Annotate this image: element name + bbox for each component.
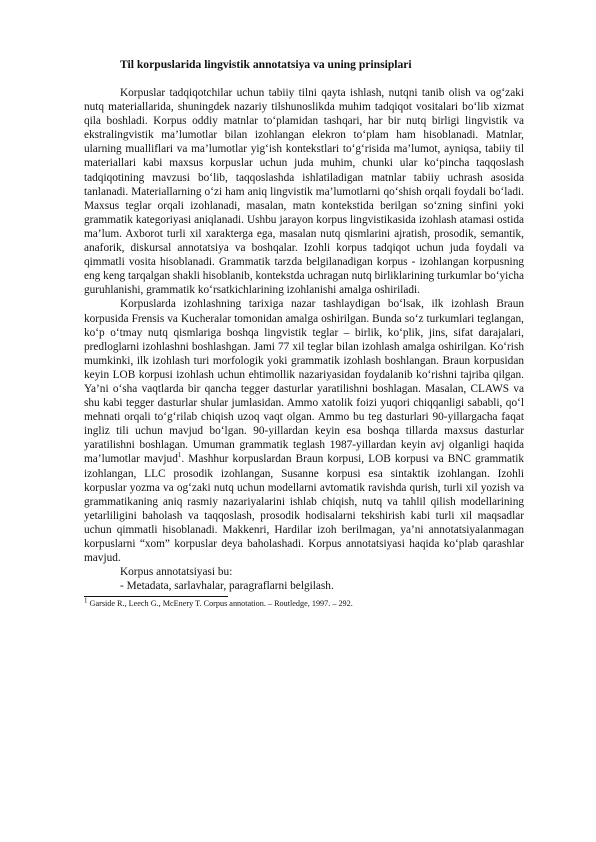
paragraph-1: Korpuslar tadqiqotchilar uchun tabiiy tilni qayta ishlash, nutqni tanib olish va og‘zaki nutq materiallarida, shuningdek nazariy tilshunoslikda muhim tadqiqot vositalari bo‘lib xizmat qila boshladi. Korpus oddiy matnlar to‘plamidan tashqari, har bir nutq birligi lingvistik va ekstralingvistik ma’lumotlar bilan izohlangan elekron to‘plam ham hisoblanadi. Matnlar, ularning mualliflari va ma’lumotlar yig‘ish kontekstlari to‘g‘risida ma’lumot, ayniqsa, tabiiy til materiallari kabi maxsus korpuslar uchun juda muhim, chunki ular ko‘pincha taqqoslash tadqiqotining mavzusi bo‘lib, taqqoslashda ishlatiladigan matnlar tabiiy uchrash asosida tanlanadi. Materiallarning o‘zi ham aniq lingvistik ma’lumotlarni qo‘shish orqali foydali bo‘ladi. Maxsus teglar orqali izohlanadi, masalan, matn kontekstida berilgan so‘zning sinfini yoki grammatik kategoriyasi aniqlanadi. Ushbu jarayon korpus lingvistikasida izohlash atamasi ostida ma’lum. Axborot turli xil xarakterga ega, masalan nutq qismlarini ajratish, prosodik, semantik, anaforik, diskursal annotatsiya va boshqalar. Izohli korpus tadqiqot uchun juda foydali va qimmatli vosita hisoblanadi. Grammatik tarzda belgilanadigan korpus - izohlangan korpusning eng keng tarqalgan shakli hisoblanib, kontekstda uchragan nutq birliklarining turkumlar bo‘yicha guruhlanishi, grammatik ko‘rsatkichlarining izohlanishi amalga oshiriladi. [84, 87, 524, 297]
paragraph-2-text-a: Korpuslarda izohlashning tarixiga nazar tashlaydigan bo‘lsak, ilk izohlash Braun korpusida Frensis va Kucheralar tomonidan amalga oshirilgan. Bunda so‘z turkumlari teglangan, ko‘p o‘tmay nutq qismlariga boshqa lingvistik teglar – birlik, ko‘plik, jins, sifat darajalari, predloglarni izohlashni boshlashgan. Jami 77 xil teglar bilan izohlash amalga oshirilgan. Ko‘rish mumkinki, ilk izohlash turi morfologik yoki grammatik izohlash boshlangan. Braun korpusidan keyin LOB korpusi izohlash uchun ehtimollik nazariyasidan foydalanib ko‘rishni tajriba qilgan. Ya’ni o‘sha vaqtlarda bir qancha tegger dasturlar yaratilishni boshlagan. Masalan, CLAWS va shu kabi tegger dasturlar shular jumlasidan. Ammo xatolik foizi yuqori chiqqanligi sababli, qo‘l mehnati orqali to‘g‘rilab chiqish uzoq vaqt olgan. Ammo bu teg dasturlari 90-yillargacha faqat ingliz tili uchun mavjud bo‘lgan. 90-yillardan keyin esa boshqa tillarda maxsus dasturlar yaratilishni boshlagan. Umuman grammatik teglash 1987-yillardan keyin avj olganligi haqida ma’lumotlar mavjud [84, 298, 524, 466]
document-title: Til korpuslarida lingvistik annotatsiya va uning prinsiplari [120, 58, 412, 71]
list-item: - Metadata, sarlavhalar, paragraflarni belgilash. [120, 580, 334, 593]
list-intro-line: Korpus annotatsiyasi bu: [120, 566, 233, 579]
footnote-divider [84, 596, 228, 597]
footnote-text: Garside R., Leech G., McEnery T. Corpus annotation. – Routledge, 1997. – 292. [87, 599, 353, 609]
footnote-reference[interactable]: 1 [177, 451, 182, 460]
paragraph-2 [84, 297, 524, 565]
footnote-marker: 1 [84, 596, 88, 605]
footnote [84, 596, 524, 609]
paragraph-2-text-b: . Mashhur korpuslardan Braun korpusi, LOB korpusi va BNC grammatik izohlangan, LLC prosodik izohlangan, Susanne korpusi esa sintaktik izohlangan. Izohli korpuslar yozma va og‘zaki nutq uchun modellarni avtomatik ravishda qurish, turli xil yozish va grammatikaning aniq rasmiy nazariyalarini ishlab chiqish, nutq va tahlil qilish modellarining yetarliligini baholash va taqqoslash, prosodik hodisalarni tekshirish kabi turli xil maqsadlar uchun qimmatli hisoblanadi. Makkenri, Hardilar izoh berilmagan, ya’ni annotatsiyalanmagan korpuslarni “xom” korpuslar deya baholashadi. Korpus annotatsiyasi haqida ko‘plab qarashlar mavjud. [84, 453, 524, 565]
